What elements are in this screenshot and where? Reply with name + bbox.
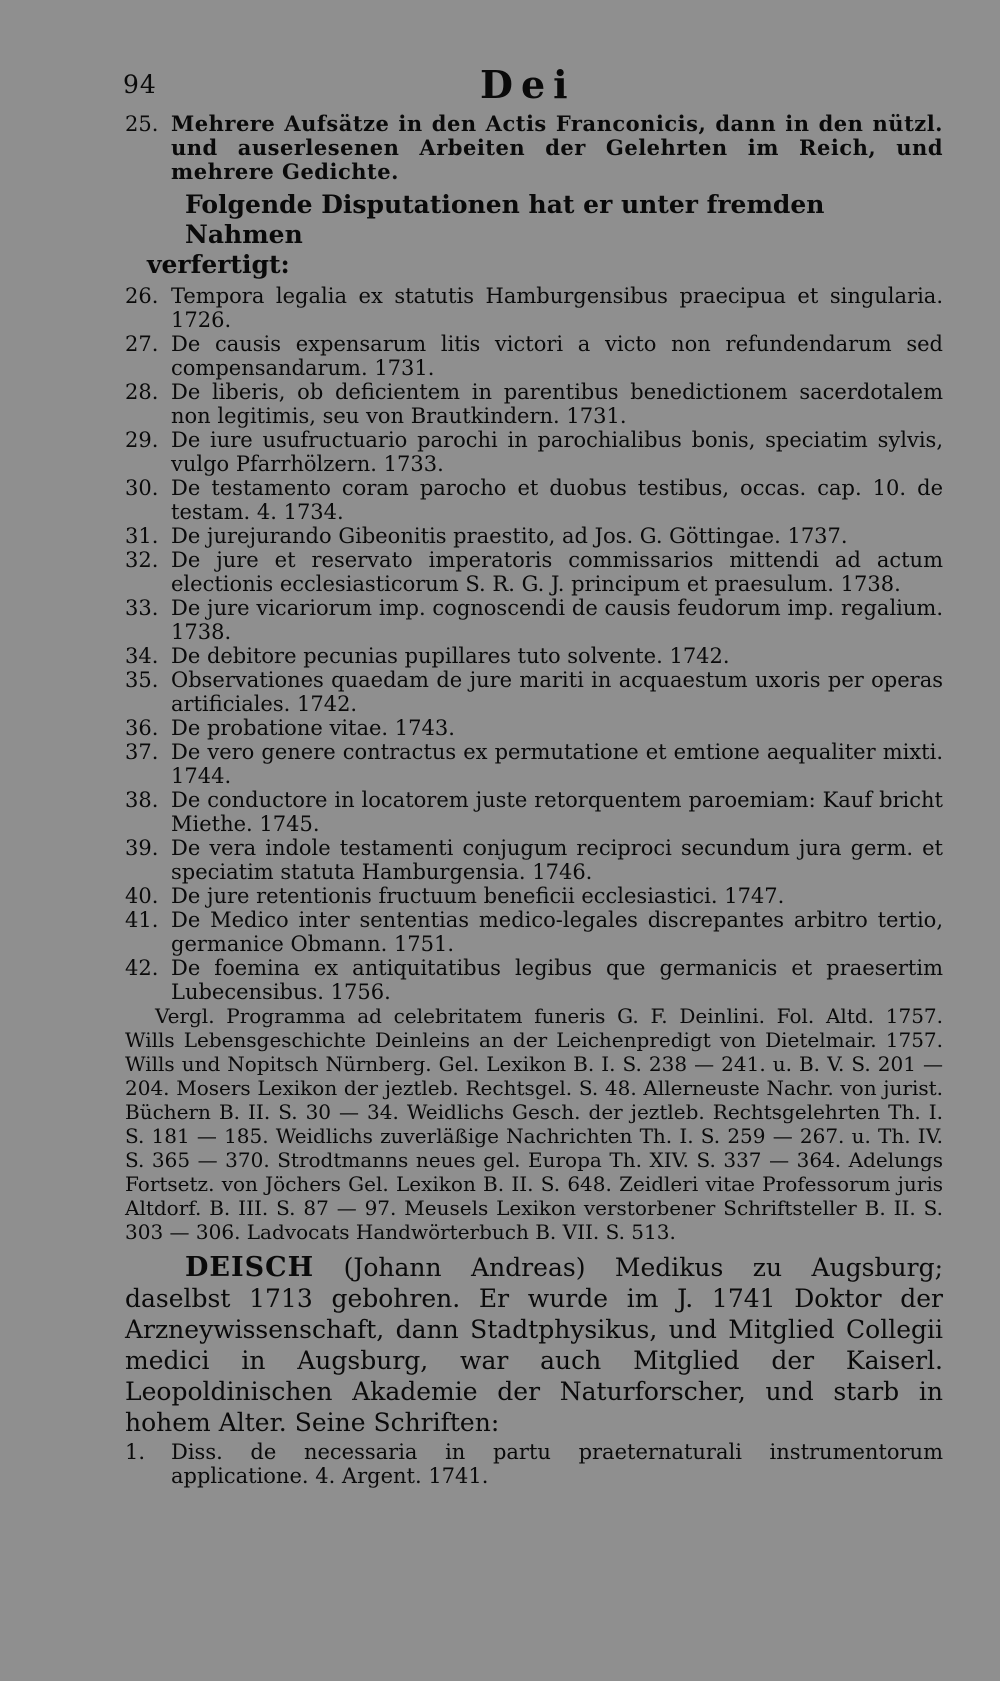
entry-number: 25.	[125, 112, 159, 136]
entry-number: 35.	[125, 668, 159, 692]
entry-number: 30.	[125, 476, 159, 500]
entry-text: De causis expensarum litis victori a victo non refundendarum sed compensandarum. 1731.	[171, 332, 943, 380]
entry-list	[125, 112, 943, 1004]
entry-text: De testamento coram parocho et duobus testibus, occas. cap. 10. de testam. 4. 1734.	[171, 476, 943, 524]
list-item	[125, 788, 943, 836]
section-heading	[125, 190, 943, 280]
document-page	[125, 62, 943, 1488]
list-item	[125, 716, 943, 740]
entry-text: De jure retentionis fructuum beneficii ecclesiastici. 1747.	[171, 884, 785, 908]
biography-text: (Johann Andreas) Medikus zu Augsburg; daselbst 1713 gebohren. Er wurde im J. 1741 Doktor der Arzneywissenschaft, dann Stadtphysikus, und Mitglied Collegii medici in Augsburg, war auch Mitglied der Kaiserl. Leopoldinischen Akademie der Naturforscher, und starb in hohem Alter. Seine Schriften:	[125, 1253, 943, 1437]
entry-text: De jure vicariorum imp. cognoscendi de causis feudorum imp. regalium. 1738.	[171, 596, 943, 644]
entry-number: 40.	[125, 884, 159, 908]
entry-number: 28.	[125, 380, 159, 404]
entry-number: 32.	[125, 548, 159, 572]
running-head: Dei	[480, 62, 576, 107]
page-number: 94	[123, 70, 157, 99]
list-item	[125, 956, 943, 1004]
entry-text: De jure et reservato imperatoris commissarios mittendi ad actum electionis ecclesiasticorum S. R. G. J. principum et praesulum. 1738.	[171, 548, 943, 596]
list-item	[125, 380, 943, 428]
entry-text: Tempora legalia ex statutis Hamburgensibus praecipua et singularia. 1726.	[171, 284, 943, 332]
entry-number: 26.	[125, 284, 159, 308]
entry-number: 38.	[125, 788, 159, 812]
entry-number: 1.	[125, 1440, 146, 1464]
entry-number: 33.	[125, 596, 159, 620]
entry-number: 42.	[125, 956, 159, 980]
works-list	[125, 1440, 943, 1488]
entry-text: Mehrere Aufsätze in den Actis Franconicis, dann in den nützl. und auserlesenen Arbeiten der Gelehrten im Reich, und mehrere Gedichte.	[171, 111, 943, 184]
list-item	[125, 1440, 943, 1488]
entry-number: 27.	[125, 332, 159, 356]
list-item	[125, 836, 943, 884]
list-item	[125, 740, 943, 788]
entry-text: Diss. de necessaria in partu praeternaturali instrumentorum applicatione. 4. Argent. 1741.	[171, 1440, 943, 1488]
list-item	[125, 644, 943, 668]
entry-text: De jurejurando Gibeonitis praestito, ad Jos. G. Göttingae. 1737.	[171, 524, 848, 548]
page-header	[125, 62, 943, 112]
entry-text: De probatione vitae. 1743.	[171, 716, 455, 740]
entry-text: De debitore pecunias pupillares tuto solvente. 1742.	[171, 644, 730, 668]
entry-text: De foemina ex antiquitatibus legibus que germanicis et praesertim Lubecensibus. 1756.	[171, 956, 943, 1004]
list-item	[125, 668, 943, 716]
section-heading-line2: verfertigt:	[147, 250, 290, 279]
list-item	[125, 524, 943, 548]
entry-number: 34.	[125, 644, 159, 668]
list-item	[125, 548, 943, 596]
entry-text: De iure usufructuario parochi in parochialibus bonis, speciatim sylvis, vulgo Pfarrhölzern. 1733.	[171, 428, 943, 476]
entry-text: De vero genere contractus ex permutatione et emtione aequaliter mixti. 1744.	[171, 740, 943, 788]
biography-name: DEISCH	[185, 1252, 315, 1283]
list-item	[125, 884, 943, 908]
section-heading-line1: Folgende Disputationen hat er unter fremden Nahmen	[185, 190, 825, 249]
entry-number: 39.	[125, 836, 159, 860]
entry-text: De conductore in locatorem juste retorquentem paroemiam: Kauf bricht Miethe. 1745.	[171, 788, 943, 836]
entry-text: De Medico inter sententias medico-legales discrepantes arbitro tertio, germanice Obmann. 1751.	[171, 908, 943, 956]
entry-number: 37.	[125, 740, 159, 764]
entry-number: 31.	[125, 524, 159, 548]
entry-text: Observationes quaedam de jure mariti in acquaestum uxoris per operas artificiales. 1742.	[171, 668, 943, 716]
list-item	[125, 112, 943, 184]
disputation-list	[125, 284, 943, 1004]
entry-number: 29.	[125, 428, 159, 452]
list-item	[125, 908, 943, 956]
bibliography-note: Vergl. Programma ad celebritatem funeris G. F. Deinlini. Fol. Altd. 1757. Wills Lebensgeschichte Deinleins an der Leichenpredigt von Dietelmair. 1757. Wills und Nopitsch Nürnberg. Gel. Lexikon B. I. S. 238 — 241. u. B. V. S. 201 — 204. Mosers Lexikon der jeztleb. Rechtsgel. S. 48. Allerneuste Nachr. von jurist. Büchern B. II. S. 30 — 34. Weidlichs Gesch. der jeztleb. Rechtsgelehrten Th. I. S. 181 — 185. Weidlichs zuverläßige Nachrichten Th. I. S. 259 — 267. u. Th. IV. S. 365 — 370. Strodtmanns neues gel. Europa Th. XIV. S. 337 — 364. Adelungs Fortsetz. von Jöchers Gel. Lexikon B. II. S. 648. Zeidleri vitae Professorum juris Altdorf. B. III. S. 87 — 97. Meusels Lexikon verstorbener Schriftsteller B. II. S. 303 — 306. Ladvocats Handwörterbuch B. VII. S. 513.	[125, 1004, 943, 1244]
list-item	[125, 476, 943, 524]
list-item	[125, 332, 943, 380]
biography-entry	[125, 1252, 943, 1438]
entry-text: De vera indole testamenti conjugum reciproci secundum jura germ. et speciatim statuta Hamburgensia. 1746.	[171, 836, 943, 884]
list-item	[125, 284, 943, 332]
list-item	[125, 596, 943, 644]
entry-number: 36.	[125, 716, 159, 740]
list-item	[125, 428, 943, 476]
entry-text: De liberis, ob deficientem in parentibus benedictionem sacerdotalem non legitimis, seu von Brautkindern. 1731.	[171, 380, 943, 428]
entry-number: 41.	[125, 908, 159, 932]
